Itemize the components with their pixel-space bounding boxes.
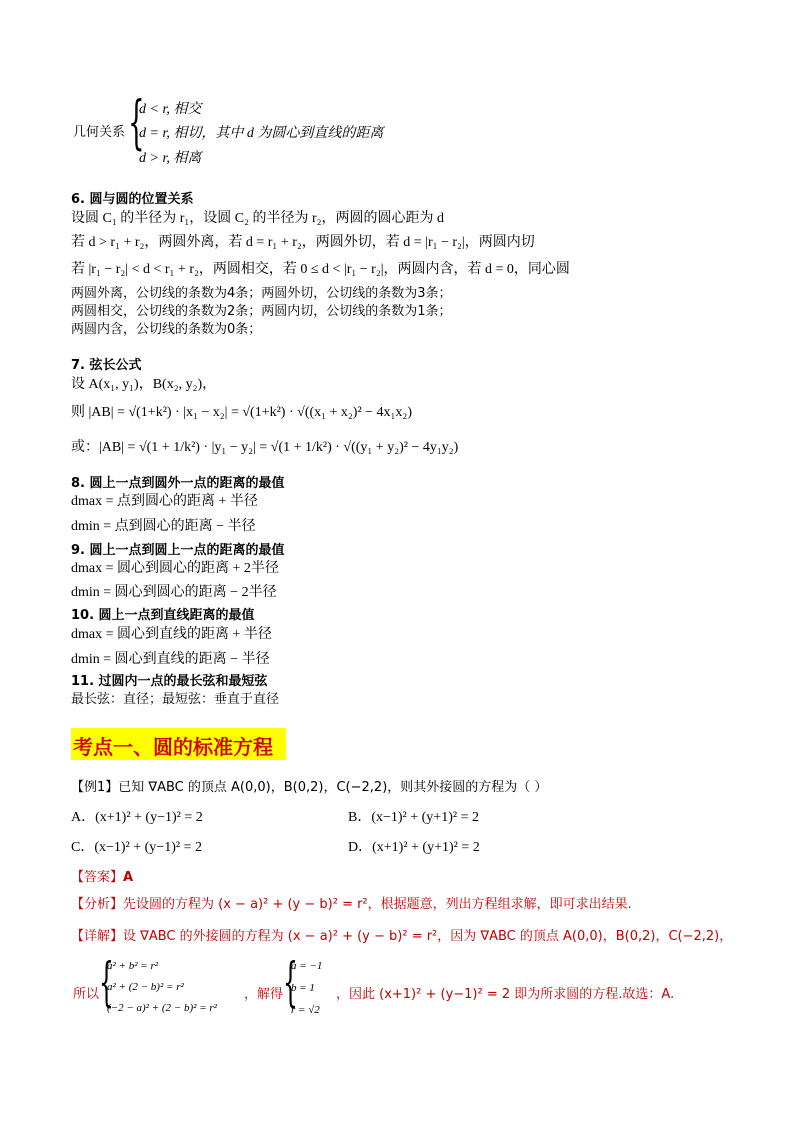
section-9-min: dmin = 圆心到圆心的距离 − 2半径 [71,585,277,600]
section-10-min: dmin = 圆心到直线的距离 − 半径 [71,652,270,667]
section-9-title: 9. 圆上一点到圆上一点的距离的最值 [71,543,285,558]
system-eq-3: (−2 − a)² + (2 − b)² = r² [107,1002,217,1014]
section-8-max: dmax = 点到圆心的距离 + 半径 [71,494,258,509]
section-8-title: 8. 圆上一点到圆外一点的距离的最值 [71,476,285,491]
result-b: b = 1 [291,982,315,994]
solve-label: ，解得 [244,987,284,1002]
section-6-title: 6. 圆与圆的位置关系 [71,192,194,207]
option-d: D．(x+1)² + (y+1)² = 2 [348,840,480,855]
section-10-max: dmax = 圆心到直线的距离 + 半径 [71,627,272,642]
analysis-text: 先设圆的方程为 (x − a)² + (y − b)² = r²，根据题意，列出方程组求解，即可求出结果. [123,897,632,912]
analysis-line [71,893,632,912]
section-6-line-1: 设圆 C₁ 的半径为 r₁，设圆 C₂ 的半径为 r₂，两圆的圆心距为 d [71,211,445,226]
analysis-tag: 【分析】 [71,897,124,912]
section-heading: 考点一、圆的标准方程 [73,735,273,759]
section-6-line-2: 若 d > r₁ + r₂，两圆外离，若 d = r₁ + r₂，两圆外切，若 d = |r₁ − r₂|，两圆内切 [71,235,535,250]
section-6-line-6: 两圆内含，公切线的条数为0条； [71,322,262,337]
section-6-line-3: 若 |r₁ − r₂| < d < r₁ + r₂，两圆相交，若 0 ≤ d < |r₁ − r₂|，两圆内含，若 d = 0，同心圆 [71,262,570,277]
left-brace: { [128,88,145,156]
section-11-body: 最长弦：直径；最短弦：垂直于直径 [71,692,280,707]
geo-case-2: d = r, 相切，其中 d 为圆心到直线的距离 [139,126,384,141]
so-label: 所以 [73,987,100,1002]
geo-case-3: d > r, 相离 [139,151,202,166]
geo-label: 几何关系 [73,125,126,140]
answer-tag: 【答案】 [71,870,124,885]
result-r: r = √2 [291,1004,320,1016]
result-a: a = −1 [291,960,323,972]
conclusion: ，因此 (x+1)² + (y−1)² = 2 即为所求圆的方程.故选：A. [336,987,675,1002]
section-6-line-4: 两圆外离，公切线的条数为4条；两圆外切，公切线的条数为3条； [71,286,452,301]
section-10-title: 10. 圆上一点到直线距离的最值 [71,608,255,623]
answer-line [71,866,133,885]
detail-line [71,925,732,944]
option-a: A．(x+1)² + (y−1)² = 2 [71,810,203,825]
section-7-line-3: 或：|AB| = √(1 + 1/k²) · |y₁ − y₂| = √(1 + 1/k²) · √((y₁ + y₂)² − 4y₁y₂) [71,440,459,455]
section-7-line-2: 则 |AB| = √(1+k²) · |x₁ − x₂| = √(1+k²) · √((x₁ + x₂)² − 4x₁x₂) [71,405,412,420]
answer-value: A [123,870,134,885]
section-7-line-1: 设 A(x₁, y₁)，B(x₂, y₂)， [71,377,217,392]
section-6-line-5: 两圆相交，公切线的条数为2条；两圆内切，公切线的条数为1条； [71,304,452,319]
detail-text: 设 ∇ABC 的外接圆的方程为 (x − a)² + (y − b)² = r²，因为 ∇ABC 的顶点 A(0,0)，B(0,2)，C(−2,2)， [123,929,733,944]
detail-tag: 【详解】 [71,929,124,944]
option-b: B．(x−1)² + (y+1)² = 2 [348,810,479,825]
geo-case-1: d < r, 相交 [139,102,202,117]
system-eq-2: a² + (2 − b)² = r² [107,981,184,993]
example-stem: 【例1】已知 ∇ABC 的顶点 A(0,0)，B(0,2)，C(−2,2)，则其外接圆的方程为（ ） [71,780,548,795]
section-7-title: 7. 弦长公式 [71,358,142,373]
option-c: C．(x−1)² + (y−1)² = 2 [71,840,202,855]
section-8-min: dmin = 点到圆心的距离 − 半径 [71,519,256,534]
section-11-title: 11. 过圆内一点的最长弦和最短弦 [71,674,268,689]
system-eq-1: a² + b² = r² [107,960,159,972]
system-brace: { [99,953,114,1013]
section-9-max: dmax = 圆心到圆心的距离 + 2半径 [71,561,279,576]
result-brace: { [283,953,298,1013]
